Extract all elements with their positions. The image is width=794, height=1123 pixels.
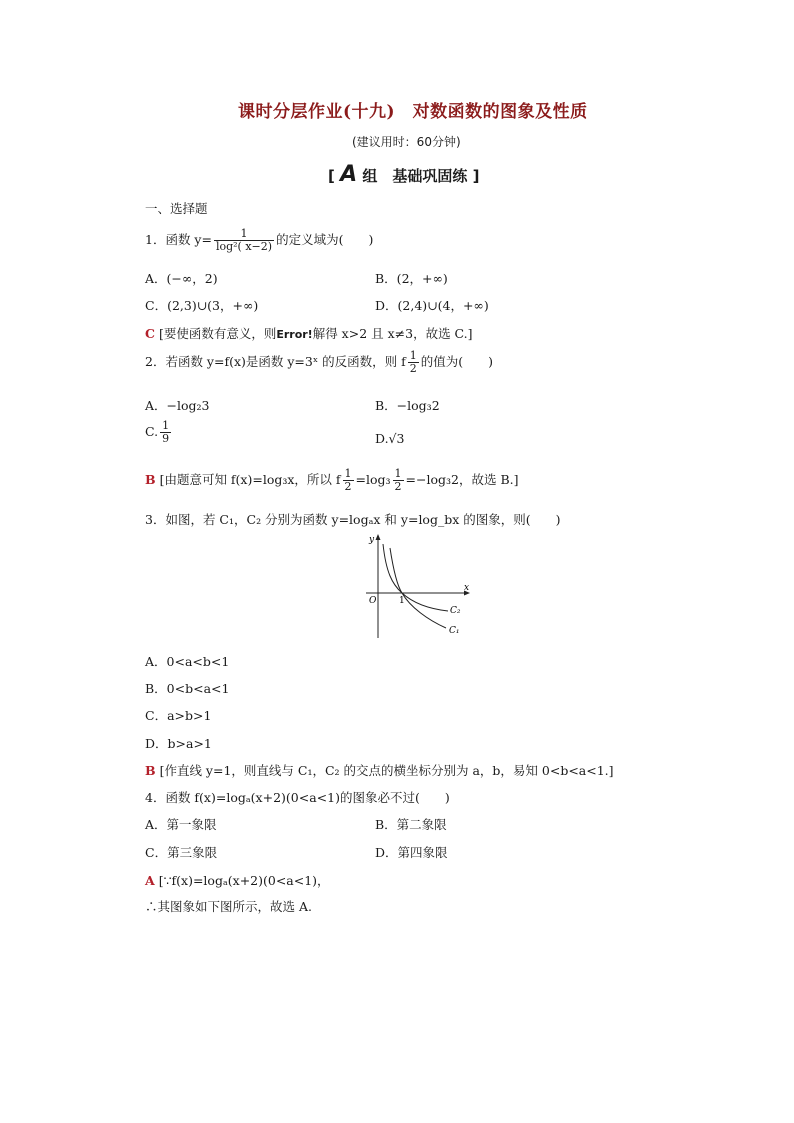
q4-option-a: A．第一象限 [145, 817, 217, 832]
q1-answer-b: 解得 x>2 且 x≠3，故选 C.] [312, 326, 473, 341]
q3-option-c: C．a>b>1 [145, 708, 212, 723]
curve-c2 [383, 544, 448, 611]
group-heading [328, 162, 479, 187]
q1-suffix: 的定义域为( ) [276, 232, 374, 248]
q2-option-c-frac [160, 420, 171, 445]
q2-answer-a: [由题意可知 f(x)=log₃x，所以 f [159, 472, 341, 488]
fig-origin-label: O [369, 596, 377, 606]
q1-option-b: B．(2，+∞) [375, 271, 448, 286]
q4-answer [145, 871, 330, 889]
q3-option-b: B．0<b<a<1 [145, 681, 230, 696]
q1-answer [145, 324, 473, 342]
q2-option-c-prefix: C. [145, 424, 159, 440]
q3-stem: 3．如图，若 C₁，C₂ 分别为函数 y=logₐx 和 y=log_bx 的图象，则( ) [145, 512, 561, 527]
q1-option-c: C．(2,3)∪(3，+∞) [145, 298, 259, 313]
q3-figure [360, 532, 472, 640]
q2-option-b: B．−log₃2 [375, 398, 440, 413]
q1-answer-letter: C [145, 326, 155, 341]
q1-option-a: A．(−∞，2) [145, 271, 218, 286]
fig-x-label: x [464, 583, 470, 593]
group-bracket-right: ] [472, 167, 480, 185]
page-title: 课时分层作业(十九) 对数函数的图象及性质 [238, 102, 588, 122]
q2-ans-num: 1 [344, 467, 352, 480]
q4-option-d: D．第四象限 [375, 845, 448, 860]
q3-option-a: A．0<a<b<1 [145, 654, 230, 669]
q2-answer-c: =−log₃2，故选 B.] [405, 472, 519, 488]
curve-c1 [390, 548, 446, 628]
q4-option-c: C．第三象限 [145, 845, 218, 860]
q3-option-d: D．b>a>1 [145, 736, 212, 751]
q2-c-num: 1 [162, 419, 170, 432]
q2-frac-num: 1 [409, 349, 417, 362]
q3-answer [145, 761, 614, 779]
group-bracket-left: [ [328, 167, 335, 185]
section-label: 一、选择题 [145, 201, 208, 216]
q2-answer [145, 468, 518, 493]
y-axis-arrow [376, 534, 381, 540]
fig-one-label: 1 [399, 596, 405, 606]
q4-answer-letter: A [145, 873, 155, 888]
group-letter: A [340, 162, 358, 187]
q2-fraction [408, 350, 419, 375]
q2-prefix: 2．若函数 y=f(x)是函数 y=3ˣ 的反函数，则 f [145, 354, 406, 370]
q1-answer-a: [要使函数有意义，则 [158, 326, 277, 341]
q1-fraction [214, 228, 274, 253]
suggested-time: (建议用时：60分钟) [352, 135, 461, 149]
group-text: 组 基础巩固练 [362, 167, 468, 185]
q2-ans-den2: 2 [394, 480, 402, 494]
q4-answer-line2: ∴其图象如下图所示，故选 A. [145, 899, 312, 914]
q2-option-d: D.√3 [375, 431, 405, 446]
q2-suffix: 的值为( ) [420, 354, 493, 370]
q4-stem: 4．函数 f(x)=logₐ(x+2)(0<a<1)的图象必不过( ) [145, 790, 450, 805]
q3-answer-text: [作直线 y=1，则直线与 C₁，C₂ 的交点的横坐标分别为 a，b，易知 0<b<a<1.] [159, 763, 614, 778]
q1-prefix: 1．函数 y= [145, 232, 212, 248]
q2-answer-frac2 [393, 468, 404, 493]
q2-stem [145, 350, 493, 375]
q2-frac-den: 2 [409, 362, 417, 376]
q3-answer-letter: B [145, 763, 156, 778]
q1-stem [145, 228, 373, 253]
q2-ans-num2: 1 [394, 467, 402, 480]
fig-c1-label: C₁ [449, 626, 460, 636]
q2-answer-letter: B [145, 472, 156, 488]
q2-c-den: 9 [162, 432, 170, 446]
q1-option-d: D．(2,4)∪(4，+∞) [375, 298, 489, 313]
q2-answer-frac [343, 468, 354, 493]
q2-ans-den: 2 [344, 480, 352, 494]
q2-option-c [145, 420, 173, 445]
q1-frac-den: log²( x−2) [215, 240, 273, 254]
q1-answer-error: Error! [276, 328, 313, 341]
q4-option-b: B．第二象限 [375, 817, 447, 832]
q4-answer-text: [∵f(x)=logₐ(x+2)(0<a<1)， [158, 873, 330, 888]
q2-answer-b: =log₃ [355, 472, 391, 488]
fig-y-label: y [369, 535, 375, 545]
q1-frac-num: 1 [240, 227, 248, 240]
fig-c2-label: C₂ [450, 606, 461, 616]
q2-option-a: A．−log₂3 [145, 398, 210, 413]
